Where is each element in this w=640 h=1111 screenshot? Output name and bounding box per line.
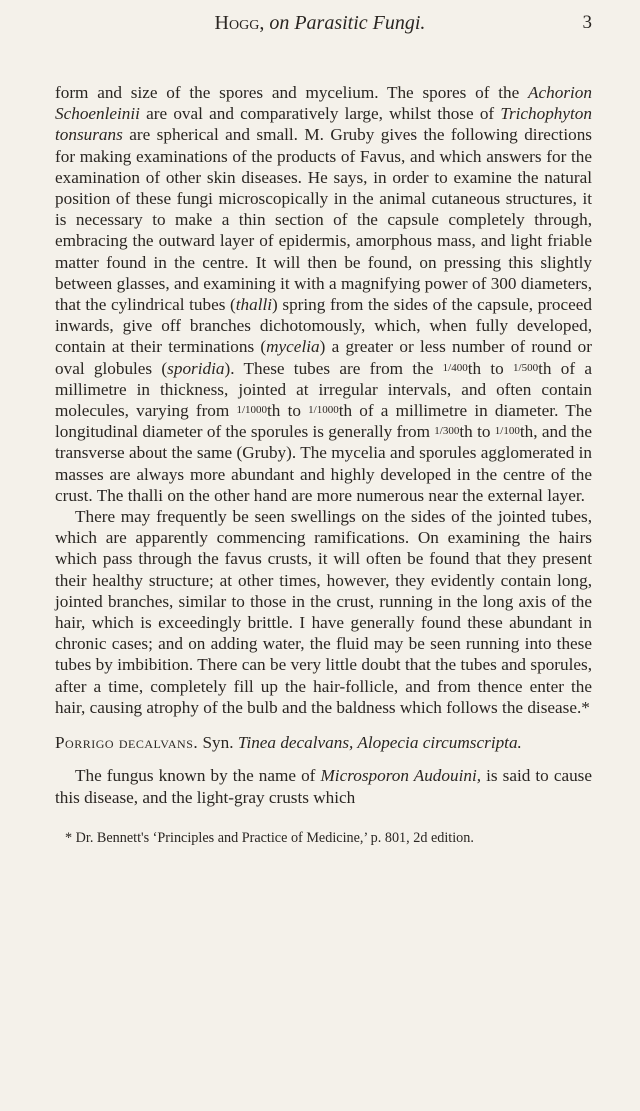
paragraph-3 (55, 765, 592, 807)
italic-run: Achorion Schoenleinii (55, 83, 592, 124)
running-title (0, 12, 640, 35)
text-run: form and size of the spores and mycelium. The spores of the (55, 83, 529, 102)
italic-run: sporidia (167, 358, 225, 378)
fraction: 1/500 (513, 361, 539, 374)
italic-run: thalli (235, 295, 273, 315)
text-run: ) spring from the sides of the capsule, proceed inwards, give off branches dichotomously, which, when fully developed, contain at their terminations ( (55, 295, 592, 357)
fraction: 1/1000 (308, 404, 339, 417)
text-run: ). These tubes are from the (224, 358, 443, 378)
text-run: th of a millimetre in diameter. The longitudinal diameter of the sporules is generally from (55, 401, 592, 442)
text-run: The fungus known by the name of (75, 766, 321, 786)
running-title-text: on Parasitic Fungi. (269, 12, 426, 34)
heading-syn: Syn. (198, 733, 238, 753)
text-run: are spherical and small. M. Gruby gives the following directions for making examinations of the products of Favus, and which answers for the examination of other skin diseases. He says, in order to examine the natural position of these fungi microscopically in the animal cutaneous structures, it is necessary to make a thin section of the capsule completely through, embracing the outward layer of epidermis, amorphous mass, and light friable matter found in the centre. It will then be found, on pressing this slightly between glasses, and examining it with a magnifying power of 300 diameters, that the cylindrical tubes ( (55, 125, 592, 315)
footnote: * Dr. Bennett's ‘Principles and Practice of Medicine,’ p. 801, 2d edition. (65, 829, 474, 846)
fraction: 1/400 (442, 361, 468, 374)
text-run: th to (467, 358, 514, 378)
fraction: 1/300 (434, 425, 460, 438)
italic-run: Trichophyton tonsurans (55, 104, 592, 145)
fraction: 1/100 (494, 425, 520, 438)
paragraph-2: There may frequently be seen swellings on the sides of the jointed tubes, which are apparently commencing ramifications. On examining the hairs which pass through the favus crusts, it will often be found that they present their healthy structure; at other times, however, they evidently contain long, jointed branches, similar to those in the crust, running in the long axis of the hair, which is exceedingly brittle. I have generally found these abundant in chronic cases; and on adding water, the fluid may be seen running into these tubes by imbibition. There can be very little doubt that the tubes and sporules, after a time, completely fill up the hair-follicle, and from thence enter the hair, causing atrophy of the bulb and the baldness which follows the disease.* (55, 507, 592, 717)
fraction: 1/1000 (236, 404, 268, 417)
text-run: th of a millimetre in thickness, jointed at irregular intervals, and often contain molecules, varying from (55, 358, 592, 421)
text-run: th to (459, 422, 495, 442)
page-number: 3 (582, 12, 592, 33)
italic-run: mycelia (266, 337, 320, 357)
text-run: ) a greater or less number of round or oval globules ( (55, 337, 592, 378)
heading-synonyms: Tinea decalvans, Alopecia circumscripta. (237, 733, 522, 753)
running-author: Hogg, (214, 12, 265, 34)
heading-term: Porrigo decalvans. (55, 733, 199, 753)
italic-run: Microsporon Audouini, (320, 766, 482, 786)
page-body (55, 82, 592, 861)
text-run: are oval and comparatively large, whilst those of (139, 104, 501, 124)
text-run: th, and the transverse about the same (Gruby). The mycelia and sporules agglomerated in masses are always more abundant and highly developed in the centre of the crust. The thalli on the other hand are more numerous near the external layer. (55, 422, 592, 505)
paragraph-1 (55, 82, 592, 506)
text-run: th to (267, 401, 309, 421)
running-head (0, 12, 640, 42)
text-run: is said to cause this disease, and the light-gray crusts which (55, 766, 592, 807)
section-heading (55, 732, 592, 753)
